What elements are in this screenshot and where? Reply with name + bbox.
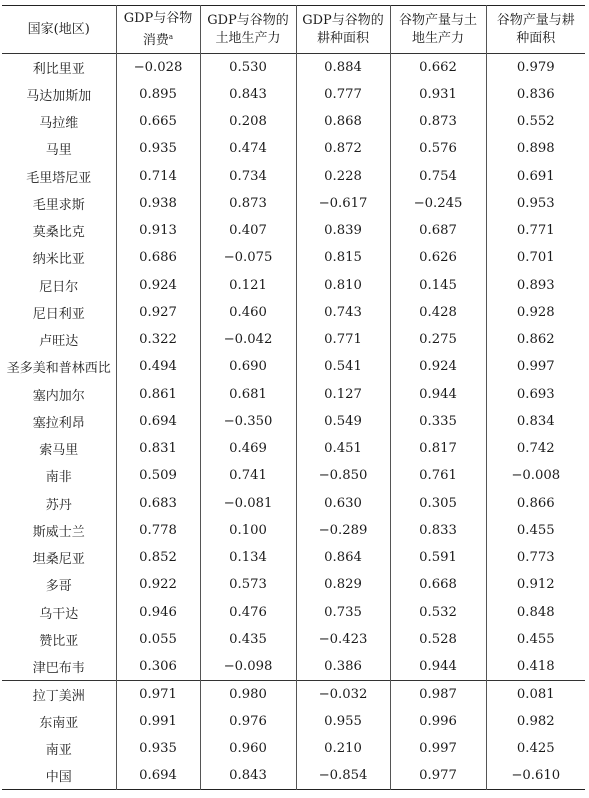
table-row: [2, 708, 585, 735]
cell-output-land-productivity: 0.833: [390, 517, 486, 544]
cell-country: 马里: [45, 143, 72, 159]
cell-gdp-cultivated-area: 0.868: [296, 108, 390, 135]
cell-country: 苏丹: [45, 497, 72, 513]
cell-output-land-productivity: 0.528: [390, 626, 486, 653]
cell-gdp-land-productivity: −0.350: [200, 408, 296, 435]
table-row: [2, 353, 585, 380]
cell-output-cultivated-area: 0.834: [486, 408, 585, 435]
cell-gdp-cultivated-area: −0.854: [296, 762, 390, 789]
header-gdp-grain-consumption: GDP与谷物 消费$^a$: [116, 6, 200, 54]
cell-output-land-productivity: 0.305: [390, 490, 486, 517]
cell-gdp-land-productivity: 0.873: [200, 190, 296, 217]
cell-country: 塞内加尔: [32, 388, 85, 404]
table-row: [2, 408, 585, 435]
cell-gdp-land-productivity: 0.435: [200, 626, 296, 653]
cell-output-land-productivity: 0.591: [390, 544, 486, 571]
header-country: 国家(地区): [27, 21, 90, 37]
table-row: [2, 490, 585, 517]
cell-gdp-land-productivity: 0.407: [200, 217, 296, 244]
cell-gdp-land-productivity: 0.980: [200, 680, 296, 707]
cell-output-cultivated-area: 0.081: [486, 680, 585, 707]
cell-country: 马达加斯加: [26, 88, 92, 104]
cell-output-cultivated-area: 0.455: [486, 626, 585, 653]
cell-gdp-grain-consumption: 0.055: [116, 626, 200, 653]
cell-gdp-grain-consumption: 0.895: [116, 81, 200, 108]
table-row: [2, 54, 585, 81]
cell-gdp-cultivated-area: −0.289: [296, 517, 390, 544]
header-gdp-cultivated-area: GDP与谷物的 耕种面积: [296, 6, 390, 54]
cell-gdp-cultivated-area: 0.743: [296, 299, 390, 326]
cell-gdp-grain-consumption: 0.922: [116, 571, 200, 598]
cell-output-cultivated-area: 0.742: [486, 435, 585, 462]
cell-country: 津巴布韦: [32, 660, 85, 676]
cell-gdp-grain-consumption: −0.028: [116, 54, 200, 81]
cell-gdp-grain-consumption: 0.938: [116, 190, 200, 217]
table-header: [2, 6, 585, 54]
cell-gdp-land-productivity: 0.690: [200, 353, 296, 380]
cell-gdp-cultivated-area: 0.839: [296, 217, 390, 244]
cell-gdp-land-productivity: 0.121: [200, 272, 296, 299]
cell-country: 马拉维: [39, 116, 79, 132]
cell-gdp-cultivated-area: 0.771: [296, 326, 390, 353]
cell-country: 毛里塔尼亚: [26, 170, 92, 186]
table-body-regions: [2, 680, 585, 789]
cell-gdp-land-productivity: 0.460: [200, 299, 296, 326]
cell-gdp-grain-consumption: 0.683: [116, 490, 200, 517]
cell-country: 莫桑比克: [32, 225, 85, 241]
cell-gdp-cultivated-area: −0.032: [296, 680, 390, 707]
cell-gdp-grain-consumption: 0.935: [116, 735, 200, 762]
cell-country: 乌干达: [39, 606, 79, 622]
cell-gdp-land-productivity: 0.960: [200, 735, 296, 762]
cell-gdp-land-productivity: 0.734: [200, 163, 296, 190]
cell-gdp-cultivated-area: 0.549: [296, 408, 390, 435]
table-row: [2, 517, 585, 544]
table-row: [2, 653, 585, 680]
cell-gdp-land-productivity: 0.469: [200, 435, 296, 462]
table-row: [2, 381, 585, 408]
cell-gdp-cultivated-area: −0.617: [296, 190, 390, 217]
cell-gdp-cultivated-area: 0.829: [296, 571, 390, 598]
cell-output-land-productivity: 0.924: [390, 353, 486, 380]
cell-country: 多哥: [45, 579, 72, 595]
cell-output-land-productivity: 0.662: [390, 54, 486, 81]
cell-output-cultivated-area: 0.898: [486, 135, 585, 162]
cell-gdp-land-productivity: 0.843: [200, 81, 296, 108]
cell-country: 卢旺达: [39, 334, 79, 350]
cell-gdp-cultivated-area: −0.850: [296, 462, 390, 489]
cell-gdp-land-productivity: 0.681: [200, 381, 296, 408]
cell-gdp-cultivated-area: 0.228: [296, 163, 390, 190]
header-gdp-land-productivity: GDP与谷物的 土地生产力: [200, 6, 296, 54]
table-row: [2, 762, 585, 789]
cell-gdp-grain-consumption: 0.924: [116, 272, 200, 299]
table-row: [2, 326, 585, 353]
cell-gdp-cultivated-area: 0.541: [296, 353, 390, 380]
cell-country: 尼日尔: [39, 279, 79, 295]
cell-country: 圣多美和普林西比: [6, 361, 111, 377]
cell-gdp-grain-consumption: 0.831: [116, 435, 200, 462]
cell-country: 中国: [45, 770, 72, 786]
cell-output-cultivated-area: 0.771: [486, 217, 585, 244]
header-row: [2, 6, 585, 54]
cell-gdp-grain-consumption: 0.946: [116, 599, 200, 626]
cell-gdp-land-productivity: 0.208: [200, 108, 296, 135]
cell-gdp-land-productivity: 0.976: [200, 708, 296, 735]
cell-country: 坦桑尼亚: [32, 552, 85, 568]
correlation-table: [2, 5, 585, 790]
cell-gdp-grain-consumption: 0.306: [116, 653, 200, 680]
cell-country: 拉丁美洲: [32, 688, 85, 704]
table-row: [2, 272, 585, 299]
cell-output-land-productivity: 0.761: [390, 462, 486, 489]
cell-output-cultivated-area: 0.866: [486, 490, 585, 517]
cell-country: 索马里: [39, 443, 79, 459]
table-row: [2, 244, 585, 271]
table-row: [2, 571, 585, 598]
cell-gdp-cultivated-area: 0.127: [296, 381, 390, 408]
cell-gdp-grain-consumption: 0.852: [116, 544, 200, 571]
cell-gdp-grain-consumption: 0.927: [116, 299, 200, 326]
cell-output-cultivated-area: 0.862: [486, 326, 585, 353]
cell-output-land-productivity: 0.275: [390, 326, 486, 353]
cell-gdp-cultivated-area: 0.815: [296, 244, 390, 271]
header-output-land-productivity: 谷物产量与土 地生产力: [390, 6, 486, 54]
cell-country: 南亚: [45, 743, 72, 759]
cell-output-land-productivity: 0.428: [390, 299, 486, 326]
cell-output-cultivated-area: 0.979: [486, 54, 585, 81]
cell-output-land-productivity: 0.944: [390, 381, 486, 408]
cell-output-land-productivity: 0.754: [390, 163, 486, 190]
cell-country: 赞比亚: [39, 633, 79, 649]
cell-output-land-productivity: 0.335: [390, 408, 486, 435]
cell-gdp-cultivated-area: 0.386: [296, 653, 390, 680]
cell-output-land-productivity: 0.576: [390, 135, 486, 162]
cell-output-cultivated-area: 0.552: [486, 108, 585, 135]
cell-gdp-land-productivity: 0.100: [200, 517, 296, 544]
cell-gdp-grain-consumption: 0.509: [116, 462, 200, 489]
cell-gdp-cultivated-area: 0.810: [296, 272, 390, 299]
cell-gdp-grain-consumption: 0.665: [116, 108, 200, 135]
cell-output-cultivated-area: 0.997: [486, 353, 585, 380]
footnote-marker: a: [168, 32, 174, 41]
cell-gdp-grain-consumption: 0.714: [116, 163, 200, 190]
cell-output-land-productivity: 0.987: [390, 680, 486, 707]
table-row: [2, 735, 585, 762]
cell-country: 东南亚: [39, 715, 79, 731]
cell-output-cultivated-area: 0.928: [486, 299, 585, 326]
cell-gdp-grain-consumption: 0.971: [116, 680, 200, 707]
cell-gdp-cultivated-area: 0.955: [296, 708, 390, 735]
cell-gdp-cultivated-area: 0.210: [296, 735, 390, 762]
cell-output-cultivated-area: 0.773: [486, 544, 585, 571]
cell-output-land-productivity: 0.145: [390, 272, 486, 299]
cell-gdp-cultivated-area: 0.872: [296, 135, 390, 162]
cell-output-land-productivity: 0.931: [390, 81, 486, 108]
cell-output-land-productivity: 0.687: [390, 217, 486, 244]
cell-output-land-productivity: 0.996: [390, 708, 486, 735]
cell-output-land-productivity: 0.944: [390, 653, 486, 680]
cell-gdp-cultivated-area: 0.735: [296, 599, 390, 626]
table-row: [2, 435, 585, 462]
table-row: [2, 163, 585, 190]
cell-country: 毛里求斯: [32, 197, 85, 213]
cell-country: 南非: [45, 470, 72, 486]
cell-output-land-productivity: 0.626: [390, 244, 486, 271]
cell-country: 纳米比亚: [32, 252, 85, 268]
cell-gdp-land-productivity: 0.843: [200, 762, 296, 789]
table-row: [2, 190, 585, 217]
cell-gdp-cultivated-area: 0.451: [296, 435, 390, 462]
cell-output-land-productivity: 0.532: [390, 599, 486, 626]
cell-gdp-cultivated-area: 0.884: [296, 54, 390, 81]
cell-gdp-land-productivity: 0.134: [200, 544, 296, 571]
cell-output-cultivated-area: 0.836: [486, 81, 585, 108]
cell-gdp-grain-consumption: 0.991: [116, 708, 200, 735]
cell-gdp-grain-consumption: 0.694: [116, 408, 200, 435]
cell-country: 塞拉利昂: [32, 415, 85, 431]
table-row: [2, 544, 585, 571]
cell-output-land-productivity: 0.668: [390, 571, 486, 598]
cell-gdp-grain-consumption: 0.913: [116, 217, 200, 244]
table-row: [2, 462, 585, 489]
cell-gdp-cultivated-area: 0.864: [296, 544, 390, 571]
cell-output-cultivated-area: 0.953: [486, 190, 585, 217]
table-row: [2, 217, 585, 244]
cell-gdp-grain-consumption: 0.935: [116, 135, 200, 162]
table-row: [2, 108, 585, 135]
cell-country: 利比里亚: [32, 61, 85, 77]
cell-output-cultivated-area: −0.008: [486, 462, 585, 489]
table-row: [2, 626, 585, 653]
cell-gdp-land-productivity: 0.474: [200, 135, 296, 162]
cell-gdp-land-productivity: −0.075: [200, 244, 296, 271]
cell-gdp-grain-consumption: 0.861: [116, 381, 200, 408]
cell-gdp-land-productivity: 0.573: [200, 571, 296, 598]
cell-gdp-grain-consumption: 0.686: [116, 244, 200, 271]
cell-country: 尼日利亚: [32, 306, 85, 322]
cell-output-cultivated-area: 0.848: [486, 599, 585, 626]
correlation-table-page: [2, 5, 585, 790]
cell-output-land-productivity: 0.997: [390, 735, 486, 762]
cell-gdp-cultivated-area: 0.630: [296, 490, 390, 517]
cell-output-land-productivity: −0.245: [390, 190, 486, 217]
table-body-africa: [2, 54, 585, 681]
cell-gdp-grain-consumption: 0.322: [116, 326, 200, 353]
cell-output-land-productivity: 0.873: [390, 108, 486, 135]
cell-gdp-land-productivity: −0.042: [200, 326, 296, 353]
cell-output-cultivated-area: 0.701: [486, 244, 585, 271]
cell-gdp-grain-consumption: 0.778: [116, 517, 200, 544]
table-row: [2, 599, 585, 626]
cell-output-cultivated-area: 0.425: [486, 735, 585, 762]
cell-gdp-cultivated-area: 0.777: [296, 81, 390, 108]
cell-output-cultivated-area: 0.893: [486, 272, 585, 299]
cell-output-cultivated-area: 0.982: [486, 708, 585, 735]
cell-gdp-land-productivity: 0.476: [200, 599, 296, 626]
cell-output-land-productivity: 0.977: [390, 762, 486, 789]
header-output-cultivated-area: 谷物产量与耕 种面积: [486, 6, 585, 54]
cell-output-land-productivity: 0.817: [390, 435, 486, 462]
table-row: [2, 135, 585, 162]
cell-gdp-land-productivity: 0.530: [200, 54, 296, 81]
cell-output-cultivated-area: 0.912: [486, 571, 585, 598]
table-row: [2, 81, 585, 108]
cell-output-cultivated-area: 0.693: [486, 381, 585, 408]
cell-gdp-land-productivity: −0.098: [200, 653, 296, 680]
cell-output-cultivated-area: 0.418: [486, 653, 585, 680]
cell-gdp-cultivated-area: −0.423: [296, 626, 390, 653]
table-row: [2, 299, 585, 326]
cell-gdp-grain-consumption: 0.494: [116, 353, 200, 380]
table-row: [2, 680, 585, 707]
cell-gdp-land-productivity: 0.741: [200, 462, 296, 489]
cell-gdp-land-productivity: −0.081: [200, 490, 296, 517]
cell-gdp-grain-consumption: 0.694: [116, 762, 200, 789]
cell-country: 斯威士兰: [32, 524, 85, 540]
cell-output-cultivated-area: 0.691: [486, 163, 585, 190]
cell-output-cultivated-area: 0.455: [486, 517, 585, 544]
cell-output-cultivated-area: −0.610: [486, 762, 585, 789]
